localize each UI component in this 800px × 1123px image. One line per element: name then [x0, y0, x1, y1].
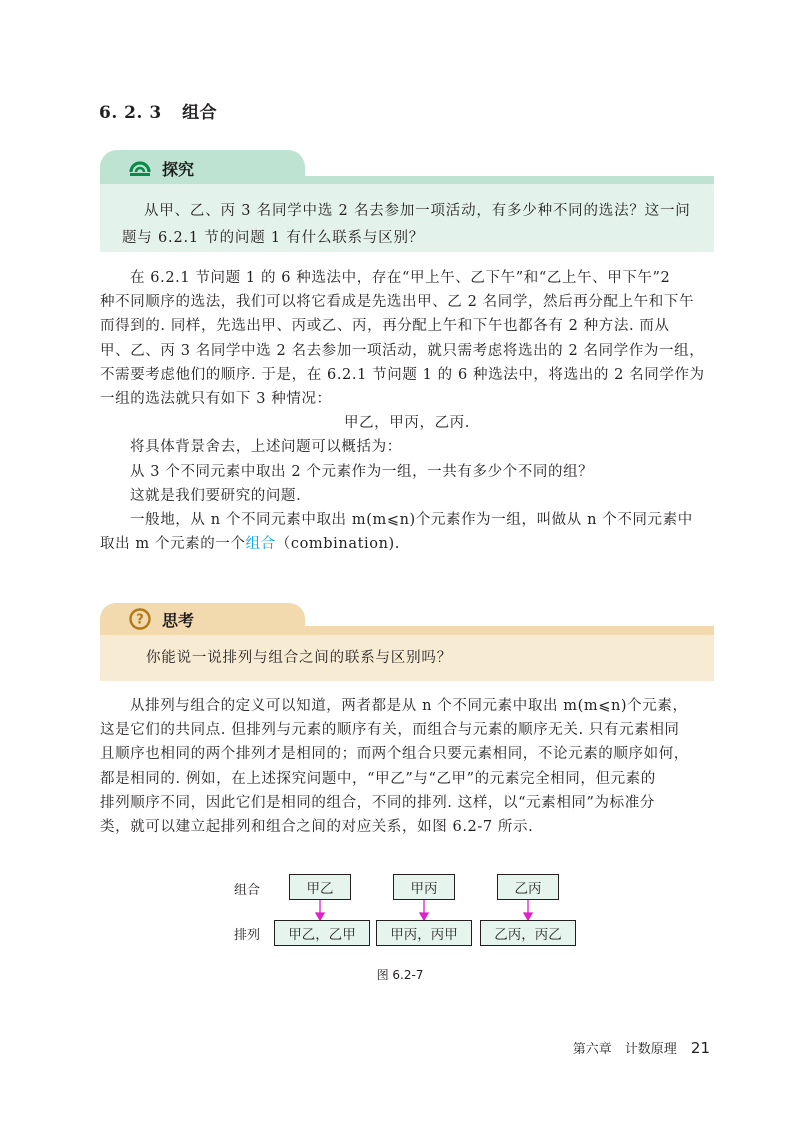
text-line: 不需要考虑他们的顺序. 于是，在 6.2.1 节问题 1 的 6 种选法中，将选出的 2 名同学作为 [100, 366, 705, 383]
figure-caption: 图 6.2-7 [376, 968, 424, 982]
page-footer [573, 1038, 710, 1057]
explore-line: 从甲、乙、丙 3 名同学中选 2 名去参加一项活动，有多少种不同的选法？这一问 [144, 203, 691, 219]
page-number: 21 [690, 1039, 710, 1057]
explore-line: 题与 6.2.1 节的问题 1 有什么联系与区别？ [122, 230, 425, 246]
row-label-combination: 组合 [234, 883, 261, 898]
explore-body [100, 184, 714, 252]
term-combination: 组合 [245, 536, 276, 553]
chapter-label: 第六章 计数原理 [572, 1042, 677, 1057]
think-text: 你能说一说排列与组合之间的联系与区别吗？ [146, 650, 452, 666]
body-paragraph-2 [100, 694, 714, 839]
row-label-permutation: 排列 [234, 928, 261, 943]
arrow-head [316, 913, 324, 920]
text-line: 这就是我们要研究的问题. [130, 487, 302, 504]
arrow-head [524, 913, 532, 920]
text-line: 从排列与组合的定义可以知道，两者都是从 n 个不同元素中取出 m(m⩽n)个元素， [130, 698, 688, 714]
combo-box: 甲丙 [393, 874, 455, 900]
text-span: （combination). [275, 536, 400, 553]
text-line: 一组的选法就只有如下 3 种情况： [100, 391, 332, 408]
text-line: 而得到的. 同样，先选出甲、丙或乙、丙，再分配上午和下午也都各有 2 种方法. 而从 [100, 318, 670, 335]
text-line-centered: 甲乙，甲丙，乙丙. [343, 415, 470, 432]
section-title: 组合 [182, 103, 218, 123]
question-icon [129, 608, 151, 630]
combo-box: 乙丙 [497, 874, 559, 900]
explore-tab-rule [290, 176, 714, 184]
text-line: 在 6.2.1 节问题 1 的 6 种选法中，存在“甲上午、乙下午”和“乙上午、甲下午”2 [130, 270, 671, 286]
text-line: 排列顺序不同，因此它们是相同的组合，不同的排列. 这样，以“元素相同”为标准分 [100, 794, 655, 811]
text-line: 且顺序也相同的两个排列才是相同的；而两个组合只要元素相同，不论元素的顺序如何， [100, 746, 689, 763]
think-body [100, 635, 714, 681]
perm-box: 乙丙，丙乙 [480, 920, 576, 946]
text-line: 甲、乙、丙 3 名同学中选 2 名去参加一项活动，就只需考虑将选出的 2 名同学作为一组， [100, 342, 705, 359]
text-line: 都是相同的. 例如，在上述探究问题中，“甲乙”与“乙甲”的元素完全相同，但元素的 [100, 770, 656, 787]
text-line: 种不同顺序的选法，我们可以将它看成是先选出甲、乙 2 名同学，然后再分配上午和下午 [100, 294, 695, 311]
think-tab-rule [290, 626, 714, 635]
svg-text:?: ? [136, 612, 144, 628]
text-line: 这是它们的共同点. 但排列与元素的顺序有关，而组合与元素的顺序无关. 只有元素相同 [100, 722, 680, 739]
text-line: 从 3 个不同元素中取出 2 个元素作为一组，一共有多少个不同的组？ [130, 463, 594, 480]
text-line: 类，就可以建立起排列和组合之间的对应关系，如图 6.2-7 所示. [100, 819, 534, 836]
perm-box: 甲丙，丙甲 [376, 920, 472, 946]
section-heading [99, 98, 217, 123]
text-line: 将具体背景舍去，上述问题可以概括为： [130, 439, 402, 456]
think-label: 思考 [162, 611, 195, 630]
text-line [100, 532, 714, 556]
explore-icon [129, 157, 151, 179]
combo-box: 甲乙 [289, 874, 351, 900]
text-line: 一般地，从 n 个不同元素中取出 m(m⩽n)个元素作为一组，叫做从 n 个不同元素中 [130, 512, 693, 529]
text-span: 取出 m 个元素的一个 [100, 536, 246, 553]
explore-label: 探究 [162, 160, 195, 179]
section-number: 6. 2. 3 [99, 103, 162, 123]
arrow-head [420, 913, 428, 920]
body-paragraph-1 [100, 266, 714, 556]
perm-box: 甲乙，乙甲 [274, 920, 370, 946]
